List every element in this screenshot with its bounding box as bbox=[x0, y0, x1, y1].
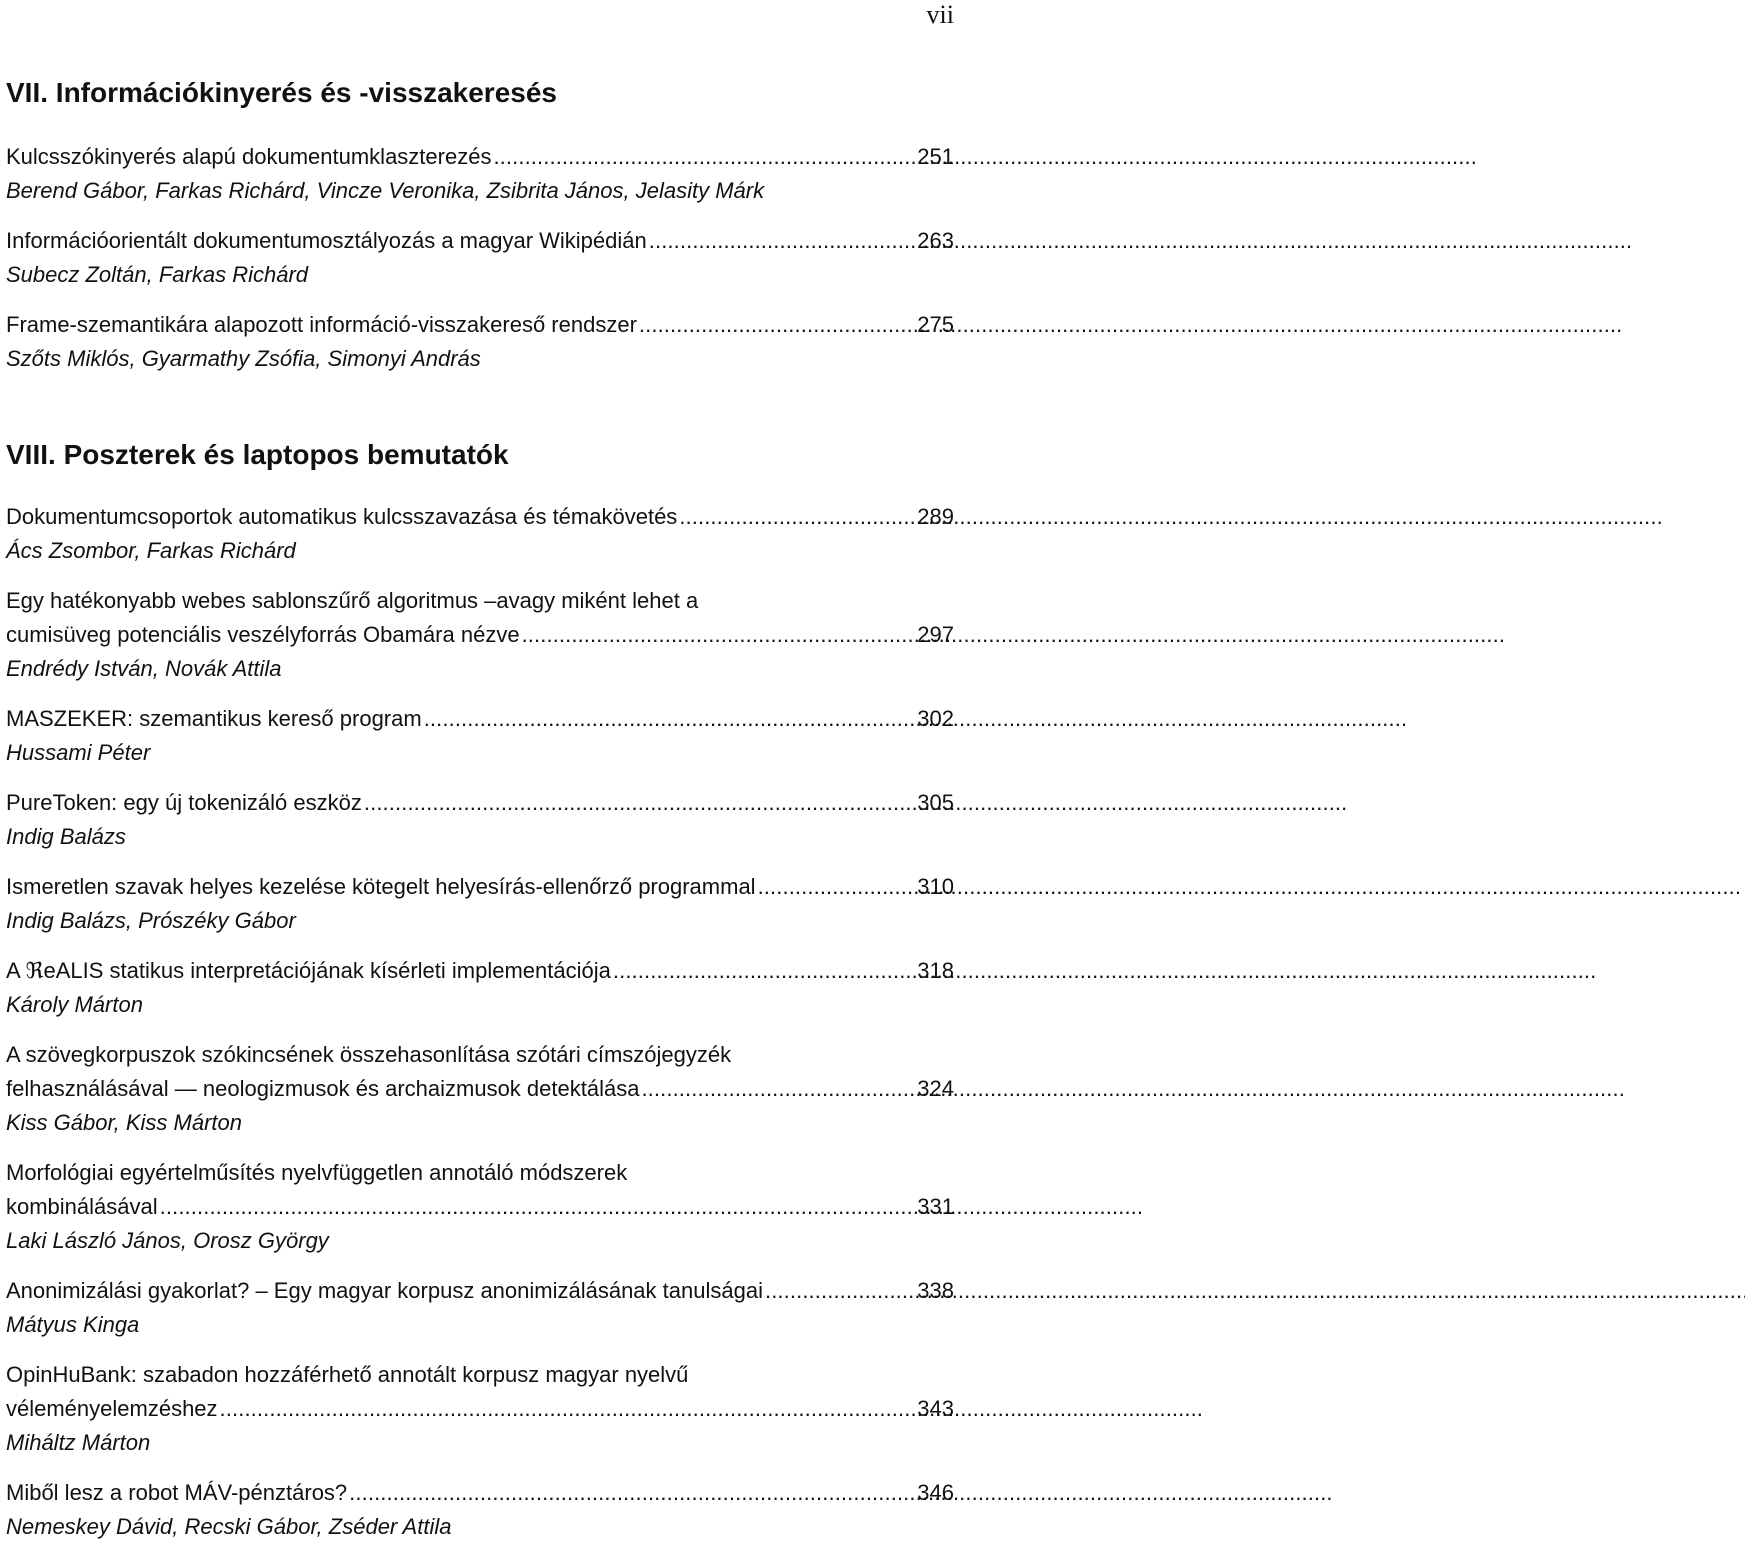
entry-page-number: 263 bbox=[917, 228, 954, 253]
entry-title-with-page bbox=[6, 308, 954, 342]
entry-page-number: 302 bbox=[917, 706, 954, 731]
entry-title-with-page bbox=[6, 618, 954, 652]
dot-leader bbox=[364, 786, 915, 820]
dot-leader bbox=[349, 1476, 915, 1510]
entry-title: felhasználásával — neologizmusok és archaizmusok detektálása bbox=[6, 1076, 640, 1101]
dot-leader bbox=[758, 870, 916, 904]
entry-authors: Indig Balázs, Prószéky Gábor bbox=[6, 908, 296, 933]
entry-page-number: 275 bbox=[917, 312, 954, 337]
page-number: vii bbox=[926, 0, 954, 29]
entry-title-with-page bbox=[6, 140, 954, 174]
entry-authors: Endrédy István, Novák Attila bbox=[6, 656, 282, 681]
toc-entry[interactable] bbox=[6, 584, 954, 686]
entry-title: MASZEKER: szemantikus kereső program bbox=[6, 706, 422, 731]
entry-title-line: Egy hatékonyabb webes sablonszűrő algoritmus –avagy miként lehet a bbox=[6, 588, 699, 613]
toc-entry[interactable] bbox=[6, 786, 954, 854]
entry-title-with-page bbox=[6, 702, 954, 736]
entry-page-number: 324 bbox=[917, 1076, 954, 1101]
entry-page-number: 331 bbox=[917, 1194, 954, 1219]
entry-authors: Miháltz Márton bbox=[6, 1430, 151, 1455]
entry-title-with-page bbox=[6, 954, 954, 988]
entry-title-with-page bbox=[6, 1476, 954, 1510]
entry-page-number: 310 bbox=[917, 874, 954, 899]
section-heading: VII. Információkinyerés és -visszakeresés bbox=[6, 77, 557, 108]
entry-title-with-page bbox=[6, 870, 954, 904]
entry-authors: Mátyus Kinga bbox=[6, 1312, 140, 1337]
entry-authors: Indig Balázs bbox=[6, 824, 126, 849]
toc-entry[interactable] bbox=[6, 1156, 954, 1258]
entry-title-line: Morfológiai egyértelműsítés nyelvfüggetlen annotáló módszerek bbox=[6, 1160, 628, 1185]
dot-leader bbox=[641, 1072, 915, 1106]
entry-page-number: 346 bbox=[917, 1480, 954, 1505]
entry-title-with-page bbox=[6, 224, 954, 258]
toc-entry[interactable] bbox=[6, 702, 954, 770]
entry-title-with-page bbox=[6, 1392, 954, 1426]
dot-leader bbox=[220, 1392, 916, 1426]
toc-entry[interactable] bbox=[6, 1358, 954, 1460]
toc-entry[interactable] bbox=[6, 870, 954, 938]
entry-title: Információorientált dokumentumosztályozás a magyar Wikipédián bbox=[6, 228, 647, 253]
entry-page-number: 305 bbox=[917, 790, 954, 815]
entry-title: kombinálásával bbox=[6, 1194, 158, 1219]
dot-leader bbox=[639, 308, 915, 342]
entry-title-with-page bbox=[6, 786, 954, 820]
dot-leader bbox=[613, 954, 915, 988]
entry-title-with-page bbox=[6, 1190, 954, 1224]
entry-authors: Ács Zsombor, Farkas Richárd bbox=[6, 538, 296, 563]
toc-entry[interactable] bbox=[6, 500, 954, 568]
dot-leader bbox=[649, 224, 916, 258]
entry-authors: Laki László János, Orosz György bbox=[6, 1228, 329, 1253]
toc-entry[interactable] bbox=[6, 1476, 954, 1544]
entry-title-with-page bbox=[6, 500, 954, 534]
entry-authors: Nemeskey Dávid, Recski Gábor, Zséder Attila bbox=[6, 1514, 452, 1539]
entry-page-number: 338 bbox=[917, 1278, 954, 1303]
dot-leader bbox=[160, 1190, 916, 1224]
entry-title: Anonimizálási gyakorlat? – Egy magyar korpusz anonimizálásának tanulságai bbox=[6, 1278, 763, 1303]
entry-page-number: 297 bbox=[917, 622, 954, 647]
dot-leader bbox=[679, 500, 915, 534]
entry-page-number: 318 bbox=[917, 958, 954, 983]
entry-authors: Subecz Zoltán, Farkas Richárd bbox=[6, 262, 309, 287]
dot-leader bbox=[765, 1274, 915, 1308]
entry-title: Ismeretlen szavak helyes kezelése kötegelt helyesírás-ellenőrző programmal bbox=[6, 874, 756, 899]
entry-title: Miből lesz a robot MÁV-pénztáros? bbox=[6, 1480, 348, 1505]
entry-authors: Hussami Péter bbox=[6, 740, 151, 765]
dot-leader bbox=[522, 618, 916, 652]
toc-entry[interactable] bbox=[6, 140, 954, 208]
toc-entry[interactable] bbox=[6, 308, 954, 376]
dot-leader bbox=[424, 702, 916, 736]
toc-entry[interactable] bbox=[6, 224, 954, 292]
entry-title: Dokumentumcsoportok automatikus kulcsszavazása és témakövetés bbox=[6, 504, 678, 529]
entry-title-line: A szövegkorpuszok szókincsének összehasonlítása szótári címszójegyzék bbox=[6, 1042, 732, 1067]
toc-entry[interactable] bbox=[6, 954, 954, 1022]
toc-entry[interactable] bbox=[6, 1038, 954, 1140]
dot-leader bbox=[493, 140, 915, 174]
section-heading: VIII. Poszterek és laptopos bemutatók bbox=[6, 439, 509, 470]
entry-title-with-page bbox=[6, 1274, 954, 1308]
entry-title: Kulcsszókinyerés alapú dokumentumklaszterezés bbox=[6, 144, 492, 169]
entry-authors: Károly Márton bbox=[6, 992, 143, 1017]
entry-page-number: 343 bbox=[917, 1396, 954, 1421]
entry-title: A ℜeALIS statikus interpretációjának kísérleti implementációja bbox=[6, 958, 611, 983]
entry-title: Frame-szemantikára alapozott információ-visszakereső rendszer bbox=[6, 312, 637, 337]
toc-entry[interactable] bbox=[6, 1274, 954, 1342]
entry-title-line: OpinHuBank: szabadon hozzáférhető annotált korpusz magyar nyelvű bbox=[6, 1362, 689, 1387]
entry-title-with-page bbox=[6, 1072, 954, 1106]
entry-authors: Szőts Miklós, Gyarmathy Zsófia, Simonyi András bbox=[6, 346, 481, 371]
entry-page-number: 289 bbox=[917, 504, 954, 529]
table-of-contents bbox=[6, 74, 954, 1560]
entry-title: cumisüveg potenciális veszélyforrás Obamára nézve bbox=[6, 622, 520, 647]
entry-title: PureToken: egy új tokenizáló eszköz bbox=[6, 790, 362, 815]
entry-title: véleményelemzéshez bbox=[6, 1396, 218, 1421]
entry-authors: Berend Gábor, Farkas Richárd, Vincze Veronika, Zsibrita János, Jelasity Márk bbox=[6, 178, 765, 203]
entry-authors: Kiss Gábor, Kiss Márton bbox=[6, 1110, 242, 1135]
entry-page-number: 251 bbox=[917, 144, 954, 169]
